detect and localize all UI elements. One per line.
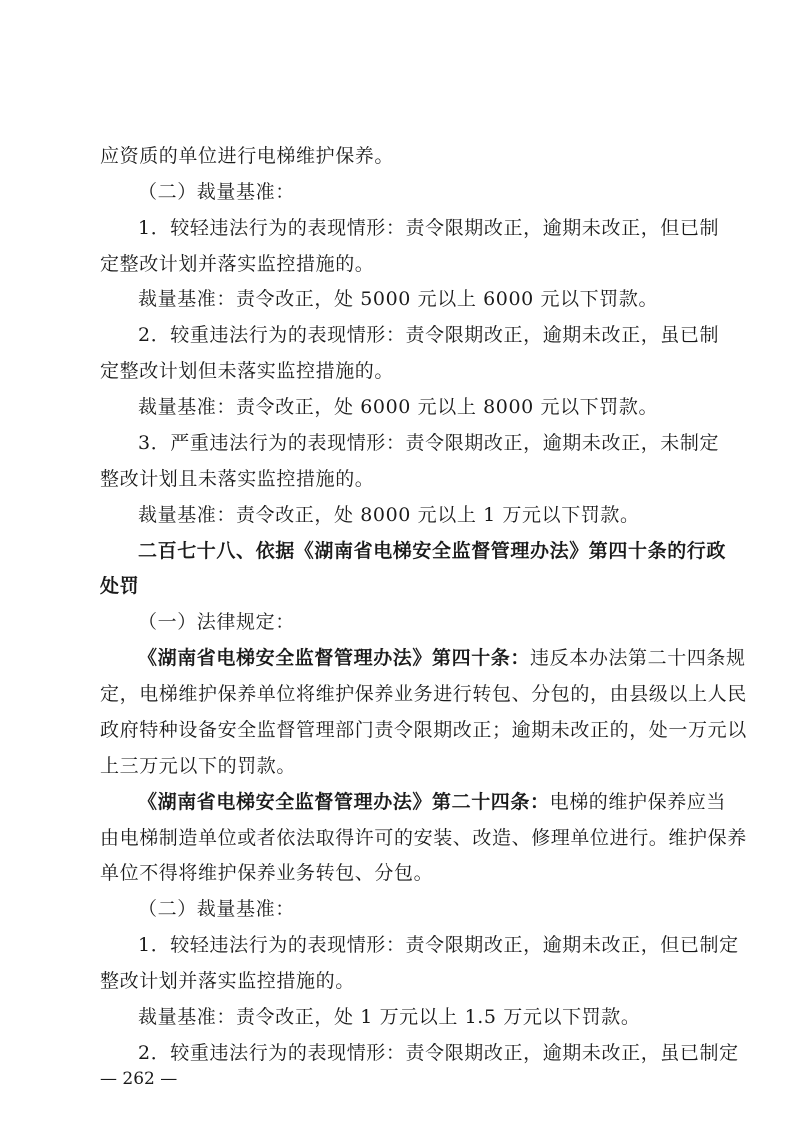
text-line: 2．较重违法行为的表现情形：责令限期改正，逾期未改正，虽已制定 [138,1042,739,1064]
text-line: 单位不得将维护保养业务转包、分包。 [100,862,434,884]
sub-heading: （二）裁量基准： [138,898,295,920]
text-line: 1．较轻违法行为的表现情形：责令限期改正，逾期未改正，但已制定 [138,934,739,956]
law-paragraph-line [138,789,727,815]
section-title: 二百七十八、依据《湖南省电梯安全监督管理办法》第四十条的行政 [138,540,727,562]
section-title-continued: 处罚 [100,575,140,597]
text-line: 整改计划并落实监控措施的。 [100,970,355,992]
law-text: 违反本办法第二十四条规 [530,647,746,669]
text-line: 裁量基准：责令改正，处 5000 元以上 6000 元以下罚款。 [138,288,659,310]
text-line: 由电梯制造单位或者依法取得许可的安装、改造、修理单位进行。维护保养 [100,827,747,849]
text-line: 整改计划且未落实监控措施的。 [100,468,375,490]
text-line: 裁量基准：责令改正，处 8000 元以上 1 万元以下罚款。 [138,504,640,526]
text-line: 3．严重违法行为的表现情形：责令限期改正，逾期未改正，未制定 [138,432,720,454]
text-line: 政府特种设备安全监督管理部门责令限期改正；逾期未改正的，处一万元以 [100,719,747,741]
text-line: 定整改计划并落实监控措施的。 [100,253,375,275]
text-line: 裁量基准：责令改正，处 1 万元以上 1.5 万元以下罚款。 [138,1006,641,1028]
text-line: 2．较重违法行为的表现情形：责令限期改正，逾期未改正，虽已制 [138,324,720,346]
sub-heading: （一）法律规定： [138,611,295,633]
law-paragraph-line [138,645,746,671]
text-line: 裁量基准：责令改正，处 6000 元以上 8000 元以下罚款。 [138,396,659,418]
sub-heading: （二）裁量基准： [138,181,295,203]
law-reference: 《湖南省电梯安全监督管理办法》第二十四条： [138,791,550,813]
text-line: 应资质的单位进行电梯维护保养。 [100,145,395,167]
law-reference: 《湖南省电梯安全监督管理办法》第四十条： [138,647,531,669]
law-text: 电梯的维护保养应当 [549,791,727,813]
text-line: 定，电梯维护保养单位将维护保养业务进行转包、分包的，由县级以上人民 [100,683,747,705]
text-line: 上三万元以下的罚款。 [100,755,297,777]
text-line: 定整改计划但未落实监控措施的。 [100,360,395,382]
page-number: — 262 — [100,1069,178,1089]
text-line: 1．较轻违法行为的表现情形：责令限期改正，逾期未改正，但已制 [138,217,720,239]
